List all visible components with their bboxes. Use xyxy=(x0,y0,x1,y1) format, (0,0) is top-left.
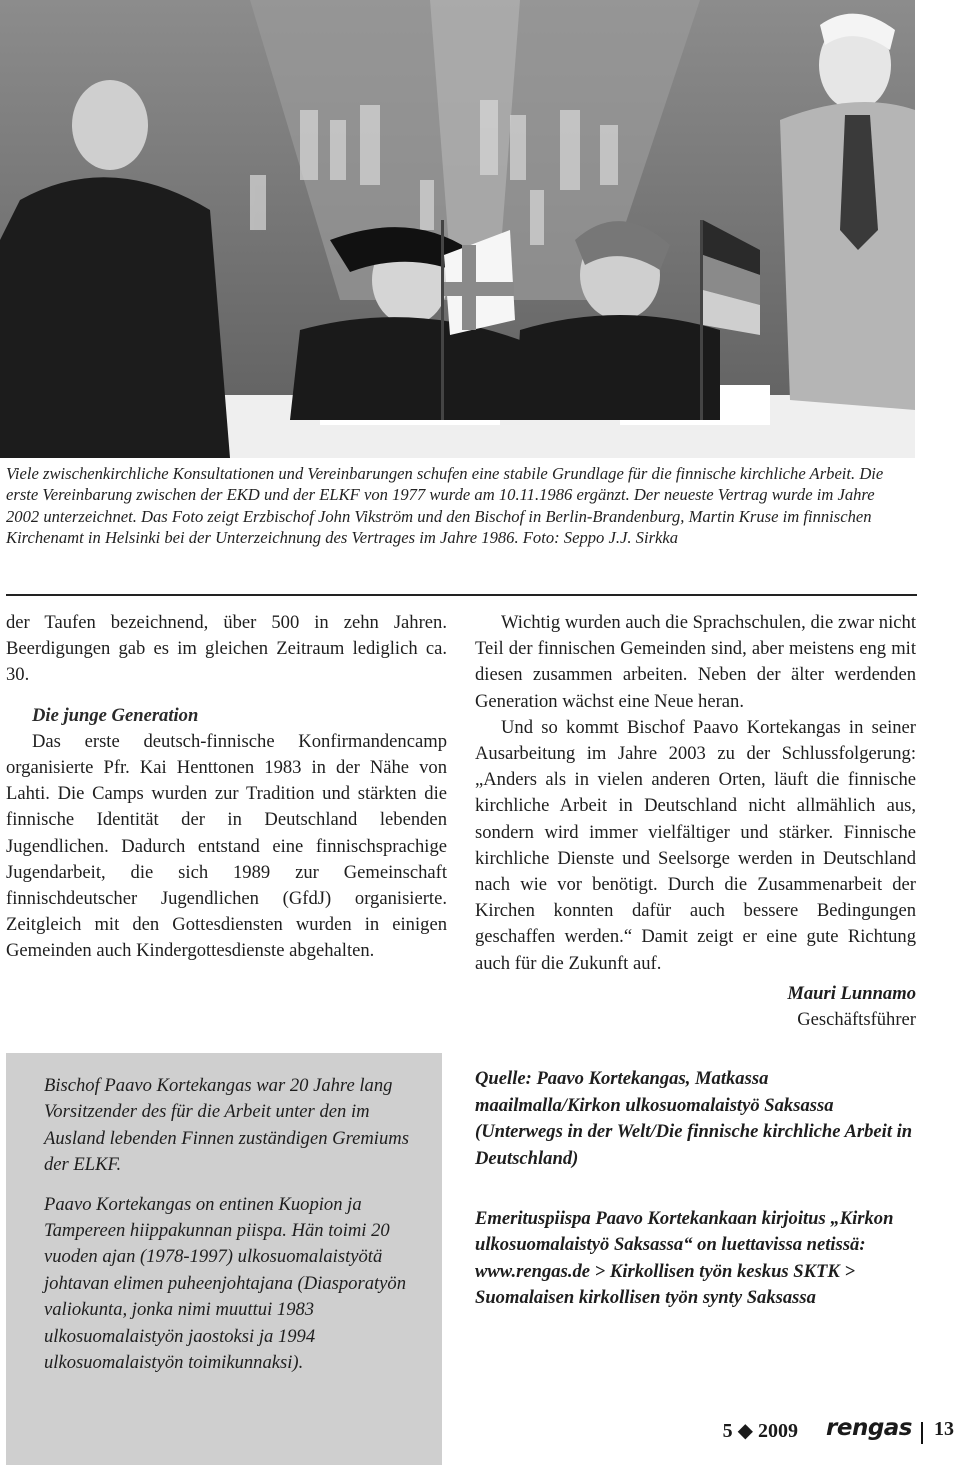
signing-ceremony-photo xyxy=(0,0,915,458)
page-number: 13 xyxy=(934,1418,954,1440)
photo-illustration xyxy=(0,0,915,458)
author-name: Mauri Lunnamo xyxy=(787,982,916,1004)
page-footer xyxy=(700,1415,960,1449)
left-paragraph-2: Das erste deutsch-finnische Konfirmandencamp organisierte Pfr. Kai Henttonen 1983 in der Nähe von Lahti. Die Camps wurden zur Tradition und stärkten die finnische Identität der in Deutschland lebenden Jugendlichen. Dadurch entstand eine finnischsprachige Jugendarbeit, die sich 1989 zur Gemeinschaft finnischdeutscher Jugendlichen (GfdJ) organisierte. Zeitgleich mit den Gottesdiensten wurden in einigen Gemeinden auch Kindergottesdienste abgehalten. xyxy=(6,730,447,962)
info-box-german: Bischof Paavo Kortekangas war 20 Jahre lang Vorsitzender des für die Arbeit unter den im Ausland lebenden Finnen zuständigen Gremiums der ELKF. xyxy=(44,1075,409,1176)
rengas-logo: rengas xyxy=(826,1415,912,1441)
right-paragraph-2: Und so kommt Bischof Paavo Kortekangas in seiner Ausarbeitung im Jahre 2003 zu der Schlussfolgerung: „Anders als in vielen anderen Orten, läuft die finnische kirchliche Arbeit in Deutschland nicht allmählich aus, sondern wird immer vielfältiger und stärker. Finnische kirchliche Dienste und Seelsorge werden in Deutschland nach wie vor benötigt. Durch die Zusammenarbeit der Kirchen konnten dafür auch bessere Bedingungen geschaffen werden.“ Damit zeigt er eine gute Richtung auch für die Zukunft auf. xyxy=(475,716,916,974)
caption-text: Viele zwischenkirchliche Konsultationen und Vereinbarungen schufen eine stabile Grundlage für die finnische kirchliche Arbeit. Die erste Vereinbarung zwischen der EKD und der ELKF von 1977 wurde am 10.11.1986 ergänzt. Der neueste Vertrag wurde im Jahre 2002 unterzeichnet. Das Foto zeigt Erzbischof John Vikström und den Bischof in Berlin-Brandenburg, Martin Kruse im finnischen Kirchenamt in Helsinki bei der Unterzeichnung des Vertrages im Jahre 1986. Foto: Seppo J.J. Sirkka xyxy=(6,464,884,548)
web-note: Emerituspiispa Paavo Kortekankaan kirjoitus „Kirkon ulkosuomalaistyö Saksassa“ on luettavissa netissä: www.rengas.de > Kirkollisen työn keskus SKTK > Suomalaisen kirkollisen työn synty Saksassa xyxy=(475,1207,894,1309)
right-paragraph-1: Wichtig wurden auch die Sprachschulen, die zwar nicht Teil der finnischen Gemeinden sind, aber meistens eng mit diesen zusammen arbeiten. Neben der älter werdenden Generation wächst eine Neue heran. xyxy=(475,612,916,712)
footer-divider xyxy=(921,1422,923,1444)
right-column xyxy=(475,610,916,1312)
info-box xyxy=(6,1053,442,1465)
author-role: Geschäftsführer xyxy=(797,1009,916,1031)
left-column xyxy=(6,610,447,965)
subheading-junge-generation: Die junge Generation xyxy=(32,704,199,726)
source-note: Quelle: Paavo Kortekangas, Matkassa maailmalla/Kirkon ulkosuomalaistyö Saksassa (Unterwegs in der Welt/Die finnische kirchliche Arbeit in Deutschland) xyxy=(475,1068,913,1170)
left-paragraph-1: der Taufen bezeichnend, über 500 in zehn Jahren. Beerdigungen gab es im gleichen Zeitraum lediglich ca. 30. xyxy=(6,612,447,686)
photo-caption xyxy=(6,463,911,549)
section-divider xyxy=(6,594,917,596)
issue-label: 5 ◆ 2009 xyxy=(722,1420,798,1442)
info-box-finnish: Paavo Kortekangas on entinen Kuopion ja Tampereen hiippakunnan piispa. Hän toimi 20 vuoden ajan (1978-1997) ulkosuomalaistyötä johtavan elimen puheenjohtajana (Diasporatyön valiokunta, jonka nimi muuttui 1983 ulkosuomalaistyön jaostoksi ja 1994 ulkosuomalaistyön toimikunnaksi). xyxy=(44,1193,407,1374)
author-signature xyxy=(475,981,916,1033)
